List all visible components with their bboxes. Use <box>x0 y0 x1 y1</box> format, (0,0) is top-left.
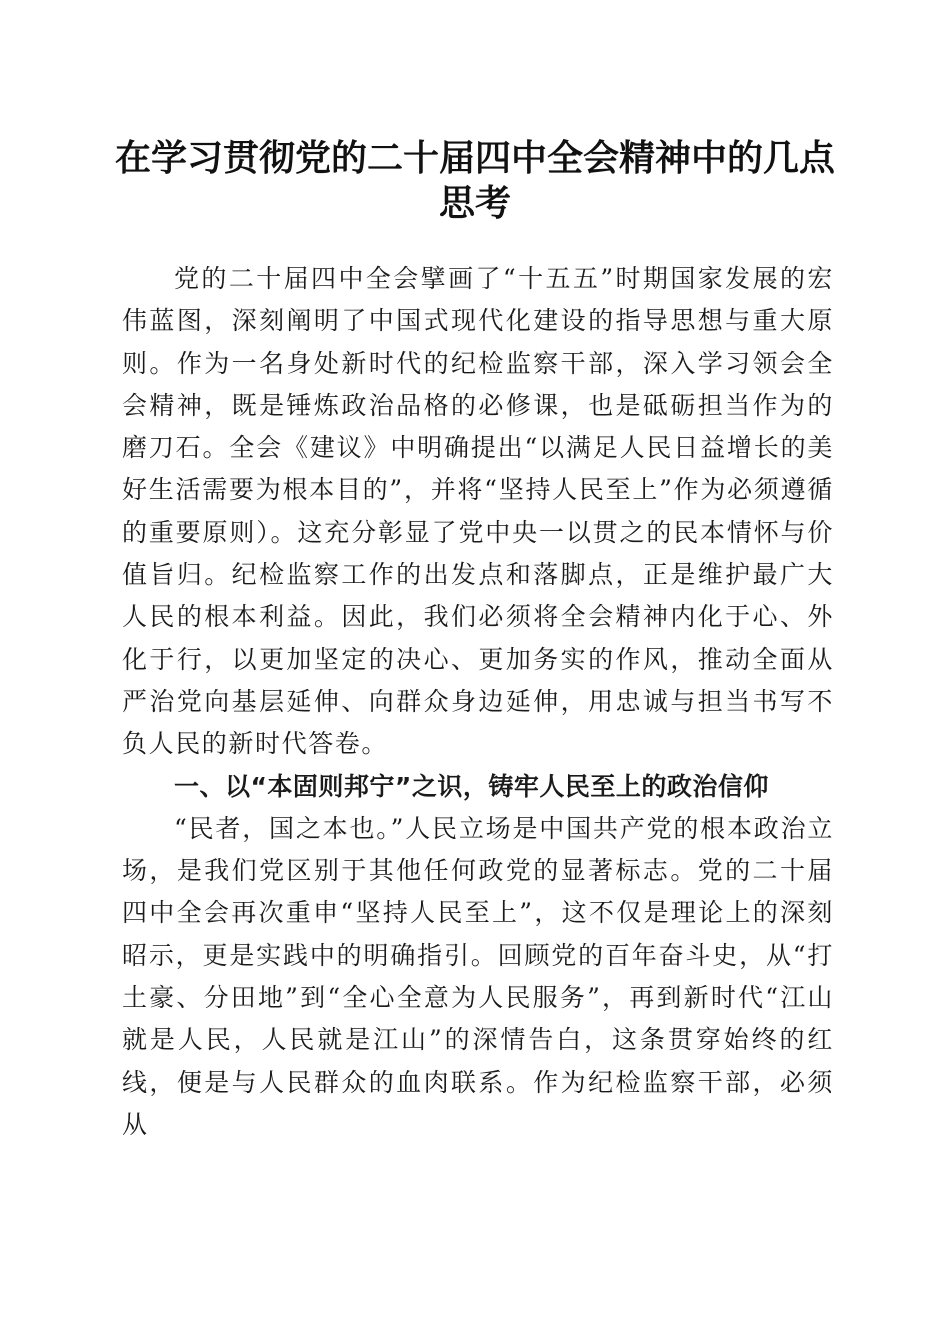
document-title: 在学习贯彻党的二十届四中全会精神中的几点思考 <box>114 137 835 224</box>
document-body <box>122 258 834 1146</box>
section-heading-1: 一、以“本固则邦宁”之识，铸牢人民至上的政治信仰 <box>174 771 769 801</box>
section-1-paragraph: “民者，国之本也。”人民立场是中国共产党的根本政治立场，是我们党区别于其他任何政党的显著标志。党的二十届四中全会再次重申“坚持人民至上”，这不仅是理论上的深刻昭示，更是实践中的明确指引。回顾党的百年奋斗史，从“打土豪、分田地”到“全心全意为人民服务”，再到新时代“江山就是人民，人民就是江山”的深情告白，这条贯穿始终的红线，便是与人民群众的血肉联系。作为纪检监察干部，必须从 <box>122 813 834 1139</box>
intro-paragraph: 党的二十届四中全会擘画了“十五五”时期国家发展的宏伟蓝图，深刻阐明了中国式现代化建设的指导思想与重大原则。作为一名身处新时代的纪检监察干部，深入学习领会全会精神，既是锤炼政治品格的必修课，也是砥砺担当作为的磨刀石。全会《建议》中明确提出“以满足人民日益增长的美好生活需要为根本目的”，并将“坚持人民至上”作为必须遵循的重要原则）。这充分彰显了党中央一以贯之的民本情怀与价值旨归。纪检监察工作的出发点和落脚点，正是维护最广大人民的根本利益。因此，我们必须将全会精神内化于心、外化于行，以更加坚定的决心、更加务实的作风，推动全面从严治党向基层延伸、向群众身边延伸，用忠诚与担当书写不负人民的新时代答卷。 <box>122 264 834 759</box>
